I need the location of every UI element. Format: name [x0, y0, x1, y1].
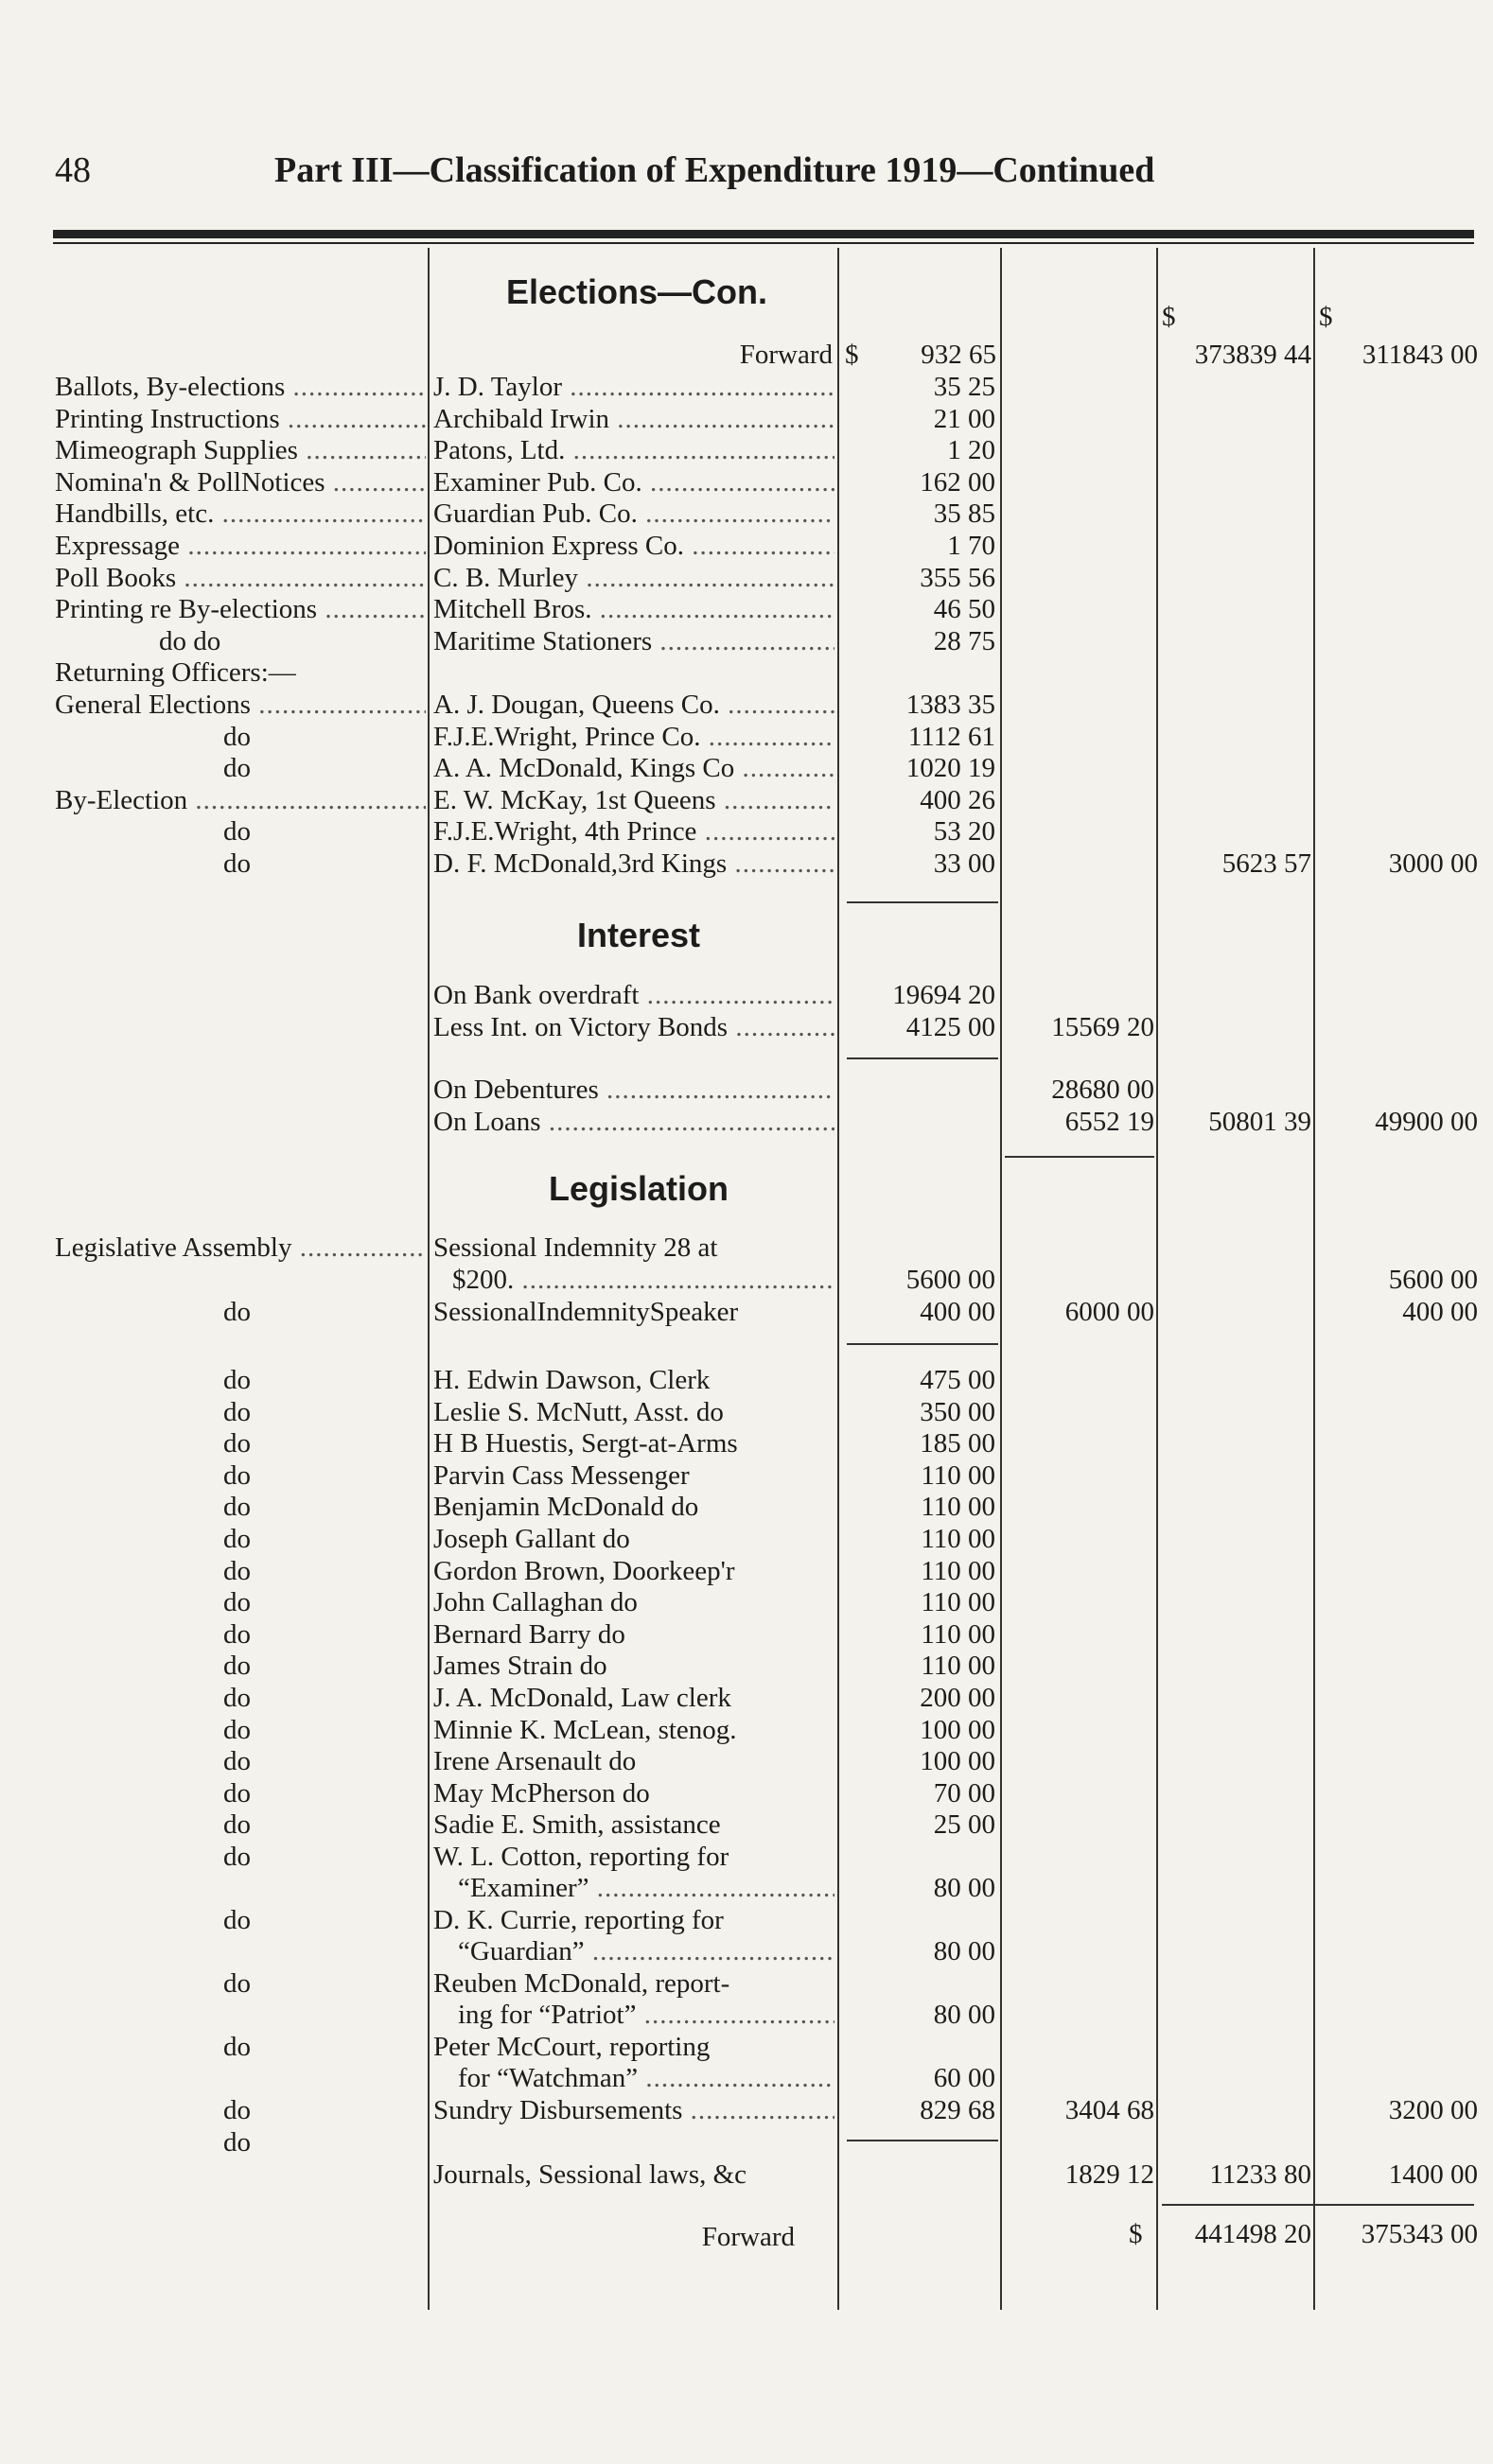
- amount-col1: 100 00: [920, 1714, 995, 1745]
- column-divider-amount2: [1156, 248, 1158, 2310]
- amount-col1: 28 75: [933, 625, 995, 656]
- category-cell: Returning Officers:—: [55, 657, 296, 689]
- header-rule-thick: [53, 230, 1474, 238]
- amount-col3: 11233 80: [1209, 2159, 1311, 2190]
- payee-cell: D. K. Currie, reporting for: [433, 1905, 724, 1935]
- amount-col1: 110 00: [921, 1555, 995, 1586]
- category-cell: Handbills, etc. .....: [55, 498, 426, 530]
- payee-cell: Mitchell Bros. .....: [433, 593, 834, 625]
- category-cell: General Elections .....: [55, 689, 426, 721]
- category-cell: do: [223, 2032, 251, 2062]
- payee-cell: F.J.E.Wright, 4th Prince .....: [433, 815, 834, 848]
- payee-cell: C. B. Murley .....: [433, 562, 834, 594]
- amount-col1: 350 00: [920, 1396, 995, 1427]
- amount-col1: 100 00: [920, 1746, 995, 1777]
- category-cell: do: [223, 1651, 251, 1682]
- amount-col1: 80 00: [933, 1873, 995, 1903]
- payee-cell: Sundry Disbursements .....: [433, 2094, 834, 2126]
- category-cell: do: [223, 848, 251, 879]
- payee-cell: H. Edwin Dawson, Clerk: [433, 1365, 711, 1395]
- forward-top-col1: 932 65: [921, 340, 996, 370]
- section-title-elections: Elections—Con.: [506, 272, 768, 311]
- amount-col4: 1400 00: [1388, 2159, 1478, 2190]
- column-divider-amount3: [1313, 248, 1315, 2310]
- category-cell: Expressage .....: [55, 530, 426, 562]
- amount-col1: 185 00: [920, 1428, 995, 1459]
- payee-cell: Less Int. on Victory Bonds .....: [433, 1011, 834, 1043]
- payee-cell: On Loans .....: [433, 1106, 834, 1138]
- payee-cell: Journals, Sessional laws, &c: [433, 2159, 747, 2190]
- payee-cell: J. A. McDonald, Law clerk: [433, 1683, 731, 1713]
- payee-cell: James Strain do: [433, 1651, 607, 1682]
- amount-col1: 19694 20: [892, 980, 995, 1010]
- payee-cell: E. W. McKay, 1st Queens .....: [433, 784, 834, 816]
- category-cell: Poll Books .....: [55, 562, 426, 594]
- amount-col1: 53 20: [933, 816, 995, 848]
- payee-cell: May McPherson do: [433, 1777, 650, 1809]
- payee-cell: Archibald Irwin .....: [433, 403, 834, 435]
- payee-cell: SessionalIndemnitySpeaker: [433, 1297, 739, 1327]
- amount-col1: 35 85: [933, 498, 995, 530]
- dollar-sign-col4: $: [1319, 302, 1333, 332]
- subtotal-rule-interest: [847, 1057, 998, 1059]
- payee-cell: W. L. Cotton, reporting for: [433, 1842, 729, 1872]
- dollar-sign-col3: $: [1162, 302, 1176, 332]
- category-cell: do: [223, 1587, 251, 1618]
- forward-top-col3: 373839 44: [1194, 340, 1311, 370]
- column-divider-payee: [837, 248, 839, 2310]
- payee-cell: Reuben McDonald, report-: [433, 1968, 730, 1999]
- amount-col1: 355 56: [920, 562, 995, 593]
- payee-cell: D. F. McDonald,3rd Kings .....: [433, 848, 834, 880]
- payee-cell: Guardian Pub. Co. .....: [433, 498, 834, 530]
- amount-col1: 829 68: [920, 2095, 995, 2125]
- payee-cell: Maritime Stationers .....: [433, 625, 834, 657]
- amount-col1: 1112 61: [907, 721, 995, 752]
- payee-cell: J. D. Taylor .....: [433, 371, 834, 403]
- subtotal-rule-interest-2: [1005, 1156, 1154, 1158]
- category-cell: do: [223, 2127, 251, 2158]
- amount-col1: 25 00: [933, 1809, 995, 1841]
- payee-cell: On Debentures .....: [433, 1074, 834, 1106]
- category-cell: do: [223, 721, 251, 752]
- forward-bottom-col4: 375343 00: [1361, 2219, 1478, 2249]
- amount-col1: 60 00: [933, 2063, 995, 2093]
- amount-col1: 162 00: [920, 466, 995, 498]
- amount-col2: 3404 68: [1064, 2095, 1154, 2125]
- amount-col4: 49900 00: [1375, 1107, 1478, 1137]
- forward-bottom-col3: 441498 20: [1194, 2219, 1311, 2249]
- column-divider-amount1: [1000, 248, 1002, 2310]
- category-cell: Nomina'n & PollNotices .....: [55, 466, 426, 498]
- amount-col1: 110 00: [921, 1459, 995, 1491]
- section-title-interest: Interest: [577, 916, 701, 954]
- payee-cell: A. A. McDonald, Kings Co .....: [433, 752, 834, 784]
- category-cell: Printing Instructions .....: [55, 403, 426, 435]
- payee-cell: Irene Arsenault do: [433, 1746, 637, 1777]
- amount-col1: 110 00: [921, 1651, 995, 1682]
- payee-cell-cont: for “Watchman” .....: [458, 2062, 834, 2094]
- payee-cell: Leslie S. McNutt, Asst. do: [433, 1396, 724, 1427]
- category-cell: Ballots, By-elections .....: [55, 371, 426, 403]
- category-cell: do: [223, 1396, 251, 1427]
- dollar-sign-col1: $: [845, 340, 859, 370]
- amount-col1: 110 00: [921, 1492, 995, 1523]
- category-cell: do: [223, 1459, 251, 1491]
- amount-col4: 400 00: [1402, 1297, 1478, 1327]
- category-cell: do: [223, 1297, 251, 1327]
- category-cell: do: [223, 1809, 251, 1841]
- category-cell: do: [223, 1555, 251, 1586]
- category-cell: do: [223, 1777, 251, 1809]
- subtotal-rule-sundry: [847, 2140, 998, 2141]
- amount-col1: 400 00: [920, 1297, 995, 1327]
- amount-col1: 4125 00: [905, 1012, 995, 1042]
- payee-cell: Patons, Ltd. .....: [433, 434, 834, 466]
- amount-col1: 110 00: [921, 1524, 995, 1554]
- amount-col1: 1020 19: [905, 753, 995, 784]
- amount-col1: 33 00: [933, 848, 995, 879]
- amount-col2: 6552 19: [1064, 1107, 1154, 1137]
- payee-cell: H B Huestis, Sergt-at-Arms: [433, 1428, 738, 1459]
- category-cell: do: [223, 1428, 251, 1459]
- amount-col1: 35 25: [933, 372, 995, 402]
- category-cell: Printing re By-elections .....: [55, 593, 426, 625]
- category-cell: do: [223, 1524, 251, 1554]
- subtotal-rule-elections: [847, 901, 998, 903]
- payee-cell: Parvin Cass Messenger: [433, 1459, 690, 1491]
- amount-col2: 1829 12: [1064, 2159, 1154, 2190]
- amount-col1: 21 00: [933, 403, 995, 434]
- total-rule: [1162, 2204, 1474, 2206]
- amount-col1: 400 26: [920, 784, 995, 815]
- category-cell: do: [223, 1905, 251, 1935]
- category-cell: do: [223, 2095, 251, 2125]
- amount-col1: 110 00: [921, 1618, 995, 1650]
- dollar-sign-bottom: $: [1129, 2219, 1143, 2249]
- amount-col1: 80 00: [933, 2000, 995, 2030]
- payee-cell: Gordon Brown, Doorkeep'r: [433, 1555, 735, 1586]
- payee-cell-cont: $200. .....: [452, 1264, 834, 1296]
- amount-col1: 475 00: [920, 1365, 995, 1395]
- page-title: Part III—Classification of Expenditure 1919—Continued: [274, 150, 1155, 190]
- category-cell: do: [223, 1683, 251, 1713]
- column-divider-category: [428, 248, 430, 2310]
- category-cell: By-Election .....: [55, 784, 426, 816]
- forward-label-top: Forward: [739, 340, 833, 370]
- category-cell: do: [223, 1714, 251, 1745]
- section-title-legislation: Legislation: [549, 1169, 729, 1208]
- page-number: 48: [55, 150, 91, 190]
- payee-cell: Joseph Gallant do: [433, 1524, 630, 1554]
- forward-label-bottom: Forward: [701, 2222, 795, 2252]
- payee-cell: Benjamin McDonald do: [433, 1492, 699, 1523]
- amount-col1: 70 00: [933, 1777, 995, 1809]
- payee-cell: Sadie E. Smith, assistance: [433, 1809, 721, 1841]
- amount-col1: 46 50: [933, 594, 995, 625]
- payee-cell: Bernard Barry do: [433, 1618, 625, 1650]
- amount-col4: 3000 00: [1388, 848, 1478, 879]
- amount-col3: 50801 39: [1208, 1107, 1311, 1137]
- payee-cell: John Callaghan do: [433, 1587, 638, 1618]
- amount-col1: 5600 00: [905, 1265, 995, 1295]
- category-cell: do: [223, 1968, 251, 1999]
- amount-col1: 110 00: [921, 1587, 995, 1618]
- amount-col1: 1383 35: [905, 690, 995, 720]
- category-cell: Legislative Assembly .....: [55, 1232, 426, 1264]
- category-cell: do: [223, 1746, 251, 1777]
- payee-cell: Sessional Indemnity 28 at: [433, 1232, 718, 1263]
- amount-col1: 1 70: [947, 531, 995, 561]
- category-cell: do: [223, 1618, 251, 1650]
- category-cell: do do: [159, 625, 221, 656]
- payee-cell-cont: ing for “Patriot” .....: [458, 1999, 834, 2031]
- amount-col2: 6000 00: [1064, 1297, 1154, 1327]
- category-cell: do: [223, 1842, 251, 1872]
- header-rule-thin: [53, 242, 1474, 244]
- category-cell: do: [223, 816, 251, 848]
- payee-cell: Peter McCourt, reporting: [433, 2032, 711, 2062]
- amount-col1: 1 20: [947, 435, 995, 466]
- payee-cell: Dominion Express Co. .....: [433, 530, 834, 562]
- payee-cell: A. J. Dougan, Queens Co. .....: [433, 689, 834, 721]
- category-cell: do: [223, 1492, 251, 1523]
- payee-cell-cont: “Guardian” .....: [458, 1935, 834, 1967]
- amount-col2: 15569 20: [1051, 1012, 1154, 1042]
- payee-cell: Examiner Pub. Co. .....: [433, 466, 834, 498]
- category-cell: do: [223, 753, 251, 784]
- payee-cell: Minnie K. McLean, stenog.: [433, 1714, 737, 1745]
- amount-col1: 80 00: [933, 1936, 995, 1966]
- payee-cell-cont: “Examiner” .....: [458, 1872, 834, 1904]
- amount-col2: 28680 00: [1051, 1075, 1154, 1105]
- subtotal-rule-indemnity: [847, 1343, 998, 1345]
- amount-col4: 3200 00: [1388, 2095, 1478, 2125]
- category-cell: Mimeograph Supplies .....: [55, 434, 426, 466]
- payee-cell: F.J.E.Wright, Prince Co. .....: [433, 721, 834, 753]
- amount-col4: 5600 00: [1388, 1265, 1478, 1295]
- category-cell: do: [223, 1365, 251, 1395]
- amount-col1: 200 00: [920, 1683, 995, 1713]
- payee-cell: On Bank overdraft .....: [433, 979, 834, 1011]
- forward-top-col4: 311843 00: [1361, 340, 1478, 370]
- amount-col3: 5623 57: [1221, 848, 1311, 879]
